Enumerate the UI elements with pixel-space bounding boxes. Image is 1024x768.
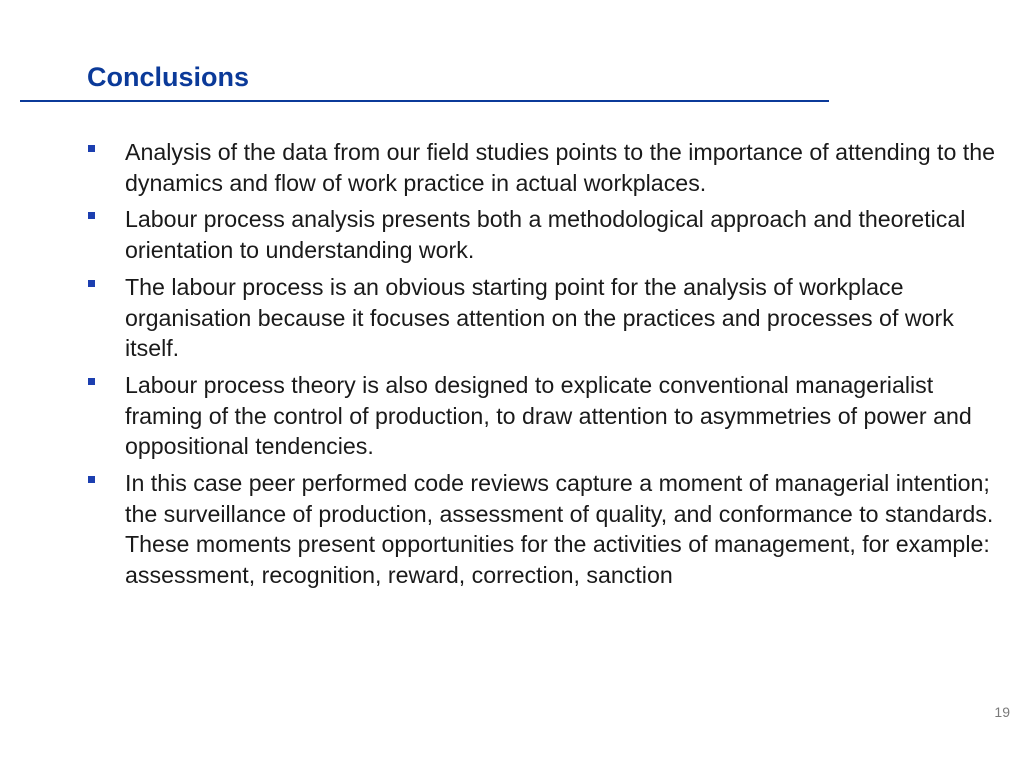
page-number: 19 xyxy=(994,704,1010,720)
bullet-item xyxy=(88,137,998,198)
square-bullet-icon xyxy=(88,476,95,483)
bullet-text: Analysis of the data from our field studies points to the importance of attending to the dynamics and flow of work practice in actual workplaces. xyxy=(125,139,996,196)
bullet-text: Labour process theory is also designed to explicate conventional managerialist framing of the control of production, to draw attention to asymmetries of power and oppositional tendencies. xyxy=(125,371,972,460)
title-underline xyxy=(20,100,829,102)
square-bullet-icon xyxy=(88,378,95,385)
square-bullet-icon xyxy=(88,212,95,219)
bullet-text: In this case peer performed code reviews capture a moment of managerial intention; the surveillance of production, assessment of quality, and conformance to standards. These moments present opportunities for the activities of management, for example: assessment, recognition, reward, correction, sanction xyxy=(125,470,994,589)
bullet-text: The labour process is an obvious starting point for the analysis of workplace organisation because it focuses attention on the practices and processes of work itself. xyxy=(125,273,954,362)
bullet-text: Labour process analysis presents both a methodological approach and theoretical orientation to understanding work. xyxy=(125,206,966,264)
bullet-item xyxy=(88,272,998,364)
conclusions-bullet-list xyxy=(88,137,998,597)
square-bullet-icon xyxy=(88,280,95,287)
bullet-item xyxy=(88,468,998,591)
bullet-item xyxy=(88,370,998,462)
square-bullet-icon xyxy=(88,145,95,152)
bullet-item xyxy=(88,204,998,265)
slide-title: Conclusions xyxy=(87,62,250,92)
